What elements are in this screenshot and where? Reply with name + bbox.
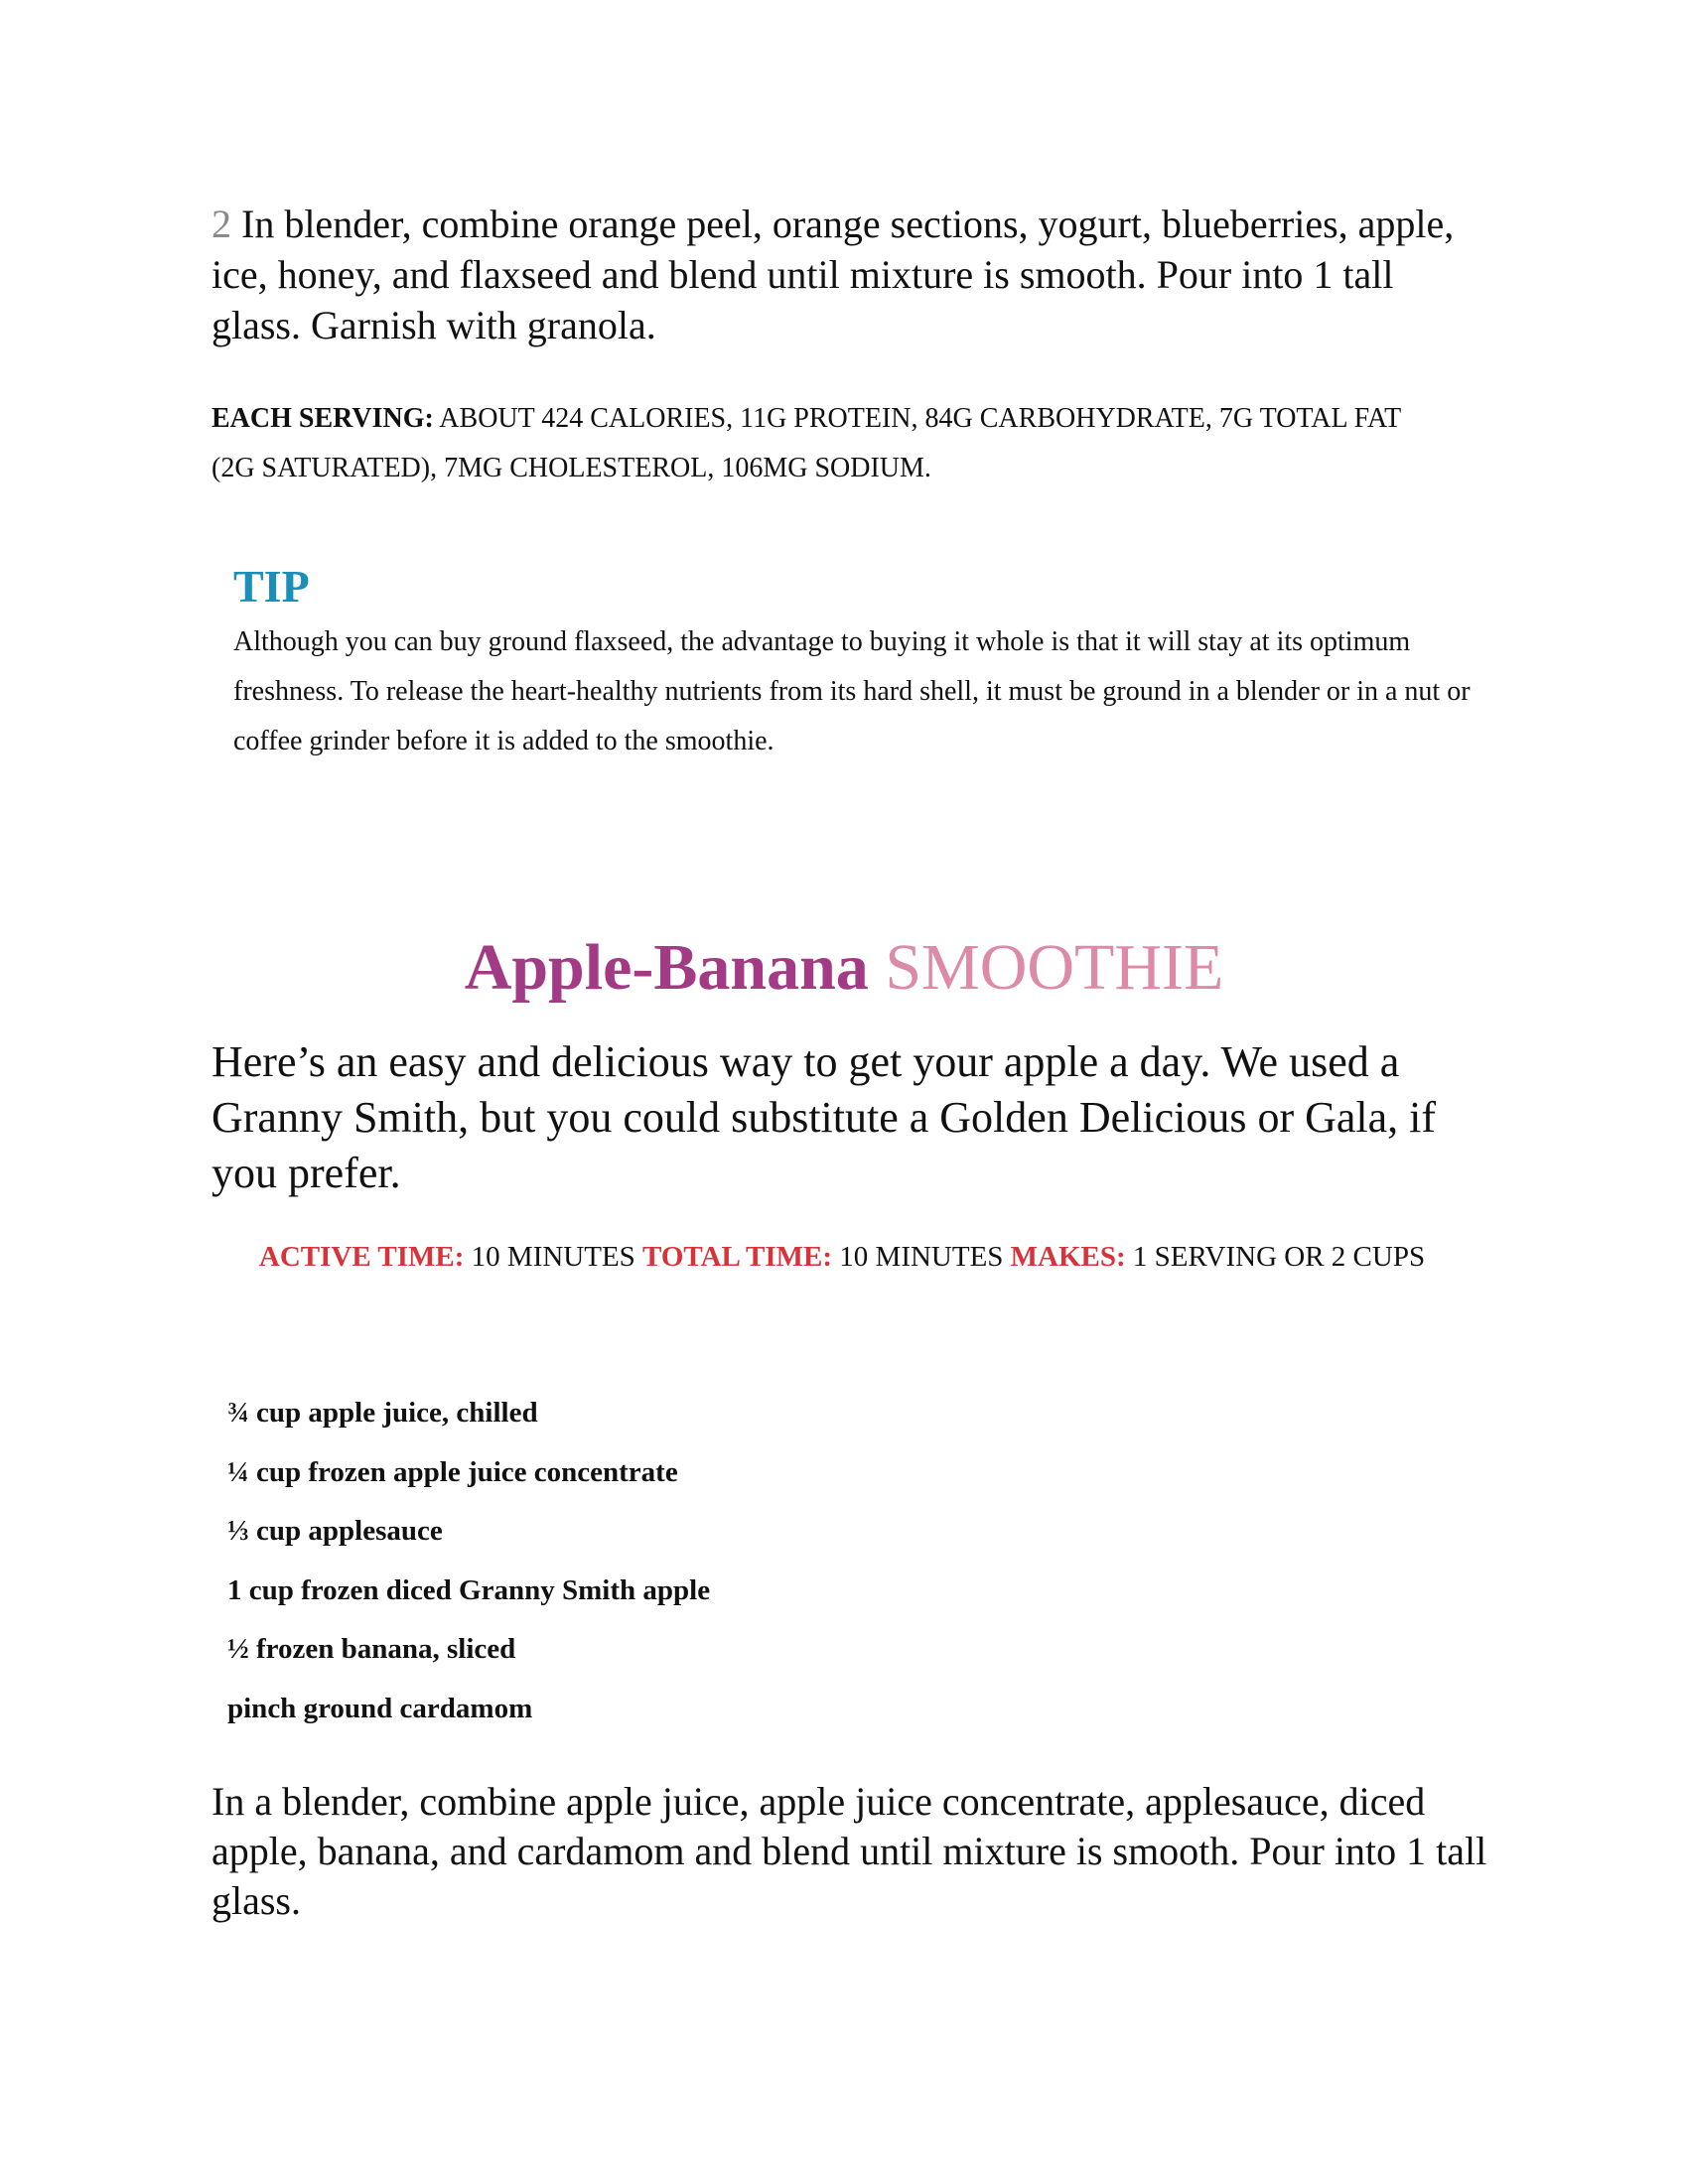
tip-heading: TIP [233, 561, 310, 612]
total-time-value: 10 MINUTES [839, 1241, 1004, 1273]
total-time-label: TOTAL TIME: [642, 1241, 833, 1273]
makes-label: MAKES: [1010, 1241, 1126, 1273]
step-2-paragraph [211, 199, 1482, 350]
active-time-label: ACTIVE TIME: [258, 1241, 465, 1273]
ingredient-item: pinch ground cardamom [227, 1692, 533, 1724]
ingredient-item: ⅓ cup applesauce [227, 1515, 443, 1547]
recipe-title-accent: SMOOTHIE [885, 931, 1224, 1004]
tip-text: Although you can buy ground flaxseed, the advantage to buying it whole is that it will stay at its optimum freshness. To release the heart-healthy nutrients from its hard shell, it must be ground in a blender or in a nut or coffee grinder before it is added to the smoothie. [233, 626, 1471, 756]
recipe-directions: In a blender, combine apple juice, apple juice concentrate, applesauce, diced apple, banana, and cardamom and blend until mixture is smooth. Pour into 1 tall glass. [211, 1779, 1487, 1923]
ingredient-item: 1 cup frozen diced Granny Smith apple [227, 1573, 711, 1606]
active-time-value: 10 MINUTES [471, 1241, 635, 1273]
makes-value: 1 SERVING OR 2 CUPS [1132, 1241, 1426, 1273]
recipe-times [211, 1232, 1473, 1282]
step-number: 2 [211, 202, 231, 246]
ingredient-item: ¾ cup apple juice, chilled [227, 1397, 538, 1429]
recipe-intro: Here’s an easy and delicious way to get your apple a day. We used a Granny Smith, but you could substitute a Golden Delicious or Gala, if you prefer. [211, 1037, 1437, 1197]
recipe-title-main: Apple-Banana [464, 931, 869, 1004]
step-text: In blender, combine orange peel, orange sections, yogurt, blueberries, apple, ice, honey, and flaxseed and blend until mixture is smooth. Pour into 1 tall glass. Garnish with granola. [211, 202, 1455, 347]
ingredient-item: ½ frozen banana, sliced [227, 1633, 516, 1665]
nutrition-label: EACH SERVING: [211, 403, 434, 434]
recipe-title [0, 928, 1688, 1008]
nutrition-info [211, 394, 1433, 493]
nutrition-text: ABOUT 424 CALORIES, 11G PROTEIN, 84G CARBOHYDRATE, 7G TOTAL FAT (2G SATURATED), 7MG CHOLESTEROL, 106MG SODIUM. [211, 403, 1401, 483]
ingredient-list [227, 1384, 710, 1738]
ingredient-item: ¼ cup frozen apple juice concentrate [227, 1455, 678, 1488]
